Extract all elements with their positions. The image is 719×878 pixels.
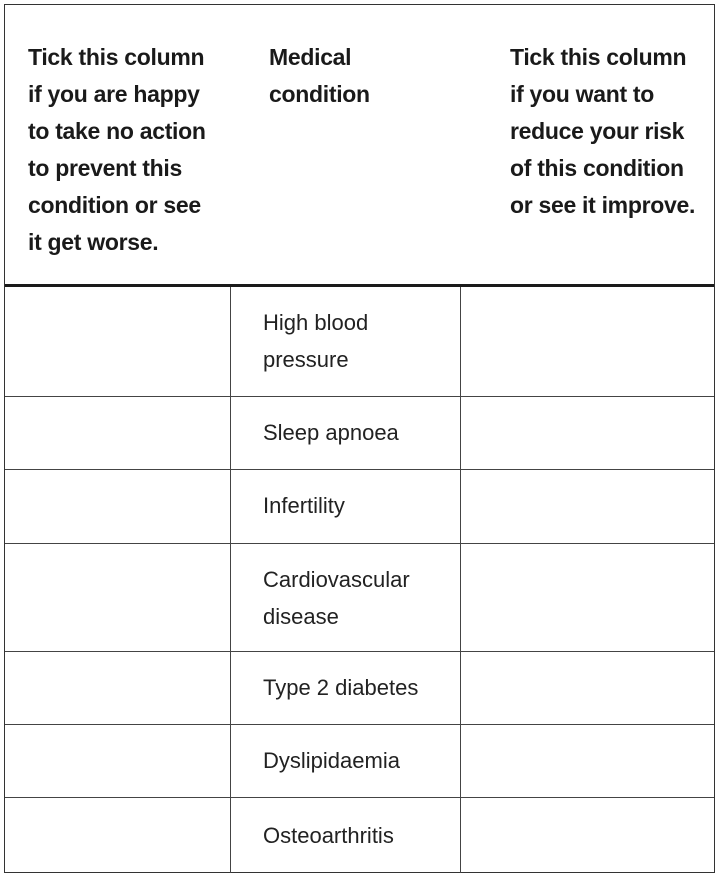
- table-row: [5, 725, 714, 798]
- condition-cell: [231, 725, 461, 797]
- table-row: [5, 798, 714, 873]
- table-row: [5, 544, 714, 652]
- tick-box-no-action[interactable]: [5, 544, 231, 651]
- tick-box-no-action[interactable]: [5, 798, 231, 873]
- condition-cell: [231, 397, 461, 469]
- header-reduce-risk: Tick this column if you want to reduce your risk of this condition or see it improve.: [510, 44, 696, 218]
- tick-box-reduce-risk[interactable]: [461, 544, 716, 651]
- tick-box-reduce-risk[interactable]: [461, 798, 716, 873]
- tick-box-no-action[interactable]: [5, 725, 231, 797]
- tick-box-no-action[interactable]: [5, 652, 231, 724]
- condition-label: Type 2 diabetes: [263, 675, 419, 700]
- tick-box-no-action[interactable]: [5, 397, 231, 469]
- table-row: [5, 470, 714, 544]
- condition-label: Sleep apnoea: [263, 420, 399, 445]
- table-header: [5, 5, 714, 287]
- tick-box-no-action[interactable]: [5, 287, 231, 396]
- tick-box-reduce-risk[interactable]: [461, 652, 716, 724]
- condition-label: Dyslipidaemia: [263, 748, 400, 773]
- tick-box-reduce-risk[interactable]: [461, 470, 716, 543]
- condition-cell: [231, 287, 461, 396]
- condition-cell: [231, 798, 461, 873]
- condition-cell: [231, 544, 461, 651]
- condition-label: High blood pressure: [263, 310, 369, 372]
- table-row: [5, 397, 714, 470]
- condition-cell: [231, 470, 461, 543]
- tick-box-reduce-risk[interactable]: [461, 725, 716, 797]
- table-row: [5, 652, 714, 725]
- tick-box-reduce-risk[interactable]: [461, 287, 716, 396]
- tick-box-reduce-risk[interactable]: [461, 397, 716, 469]
- condition-label: Infertility: [263, 493, 345, 518]
- condition-table: [4, 4, 715, 873]
- header-no-action: Tick this column if you are happy to take no action to prevent this condition or see it get worse.: [28, 44, 206, 255]
- condition-cell: [231, 652, 461, 724]
- condition-label: Osteoarthritis: [263, 823, 394, 848]
- header-medical-condition: Medical condition: [269, 44, 370, 107]
- condition-label: Cardiovascular disease: [263, 567, 410, 629]
- table-row: [5, 287, 714, 397]
- tick-box-no-action[interactable]: [5, 470, 231, 543]
